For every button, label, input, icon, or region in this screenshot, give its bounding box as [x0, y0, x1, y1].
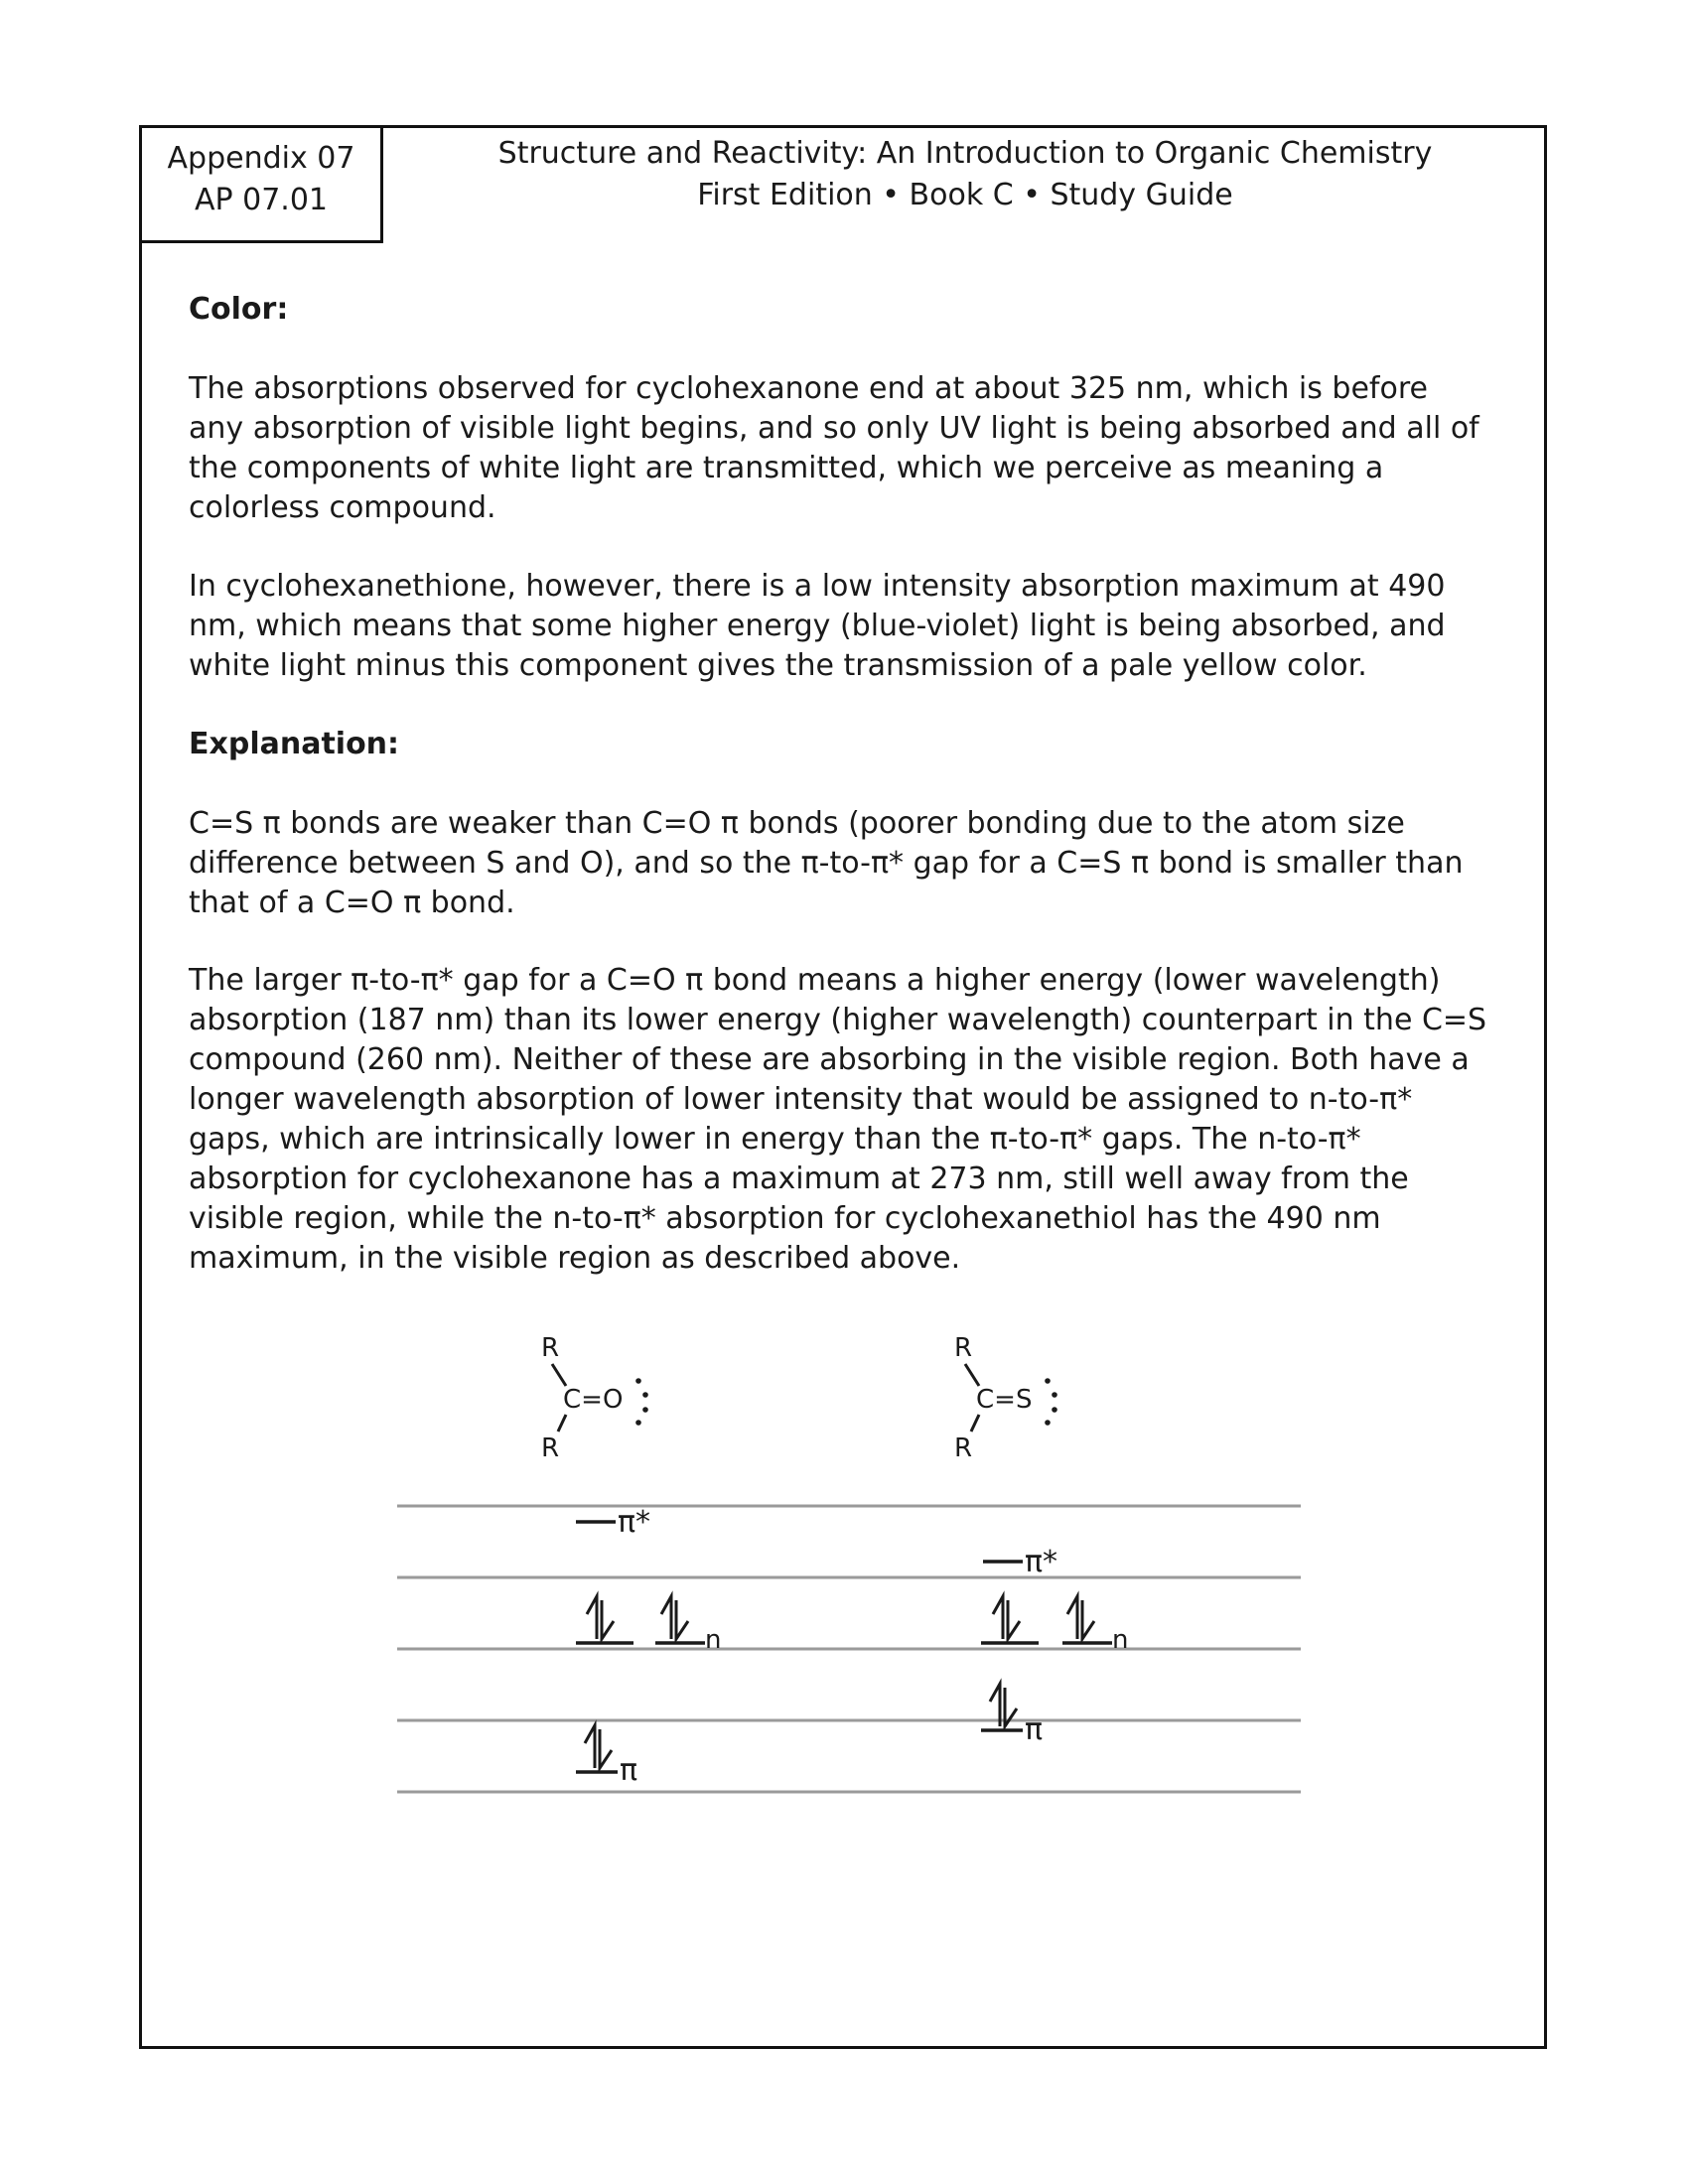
thione-structure: [954, 1333, 1057, 1463]
thione-r-top: R: [954, 1333, 973, 1363]
thione-formula: C=S: [976, 1385, 1033, 1415]
thione-pi-star-label: π*: [1025, 1545, 1058, 1579]
color-paragraph-2: In cyclohexanethione, however, there is a low intensity absorption maximum at 490 nm, which means that some higher energy (blue-violet) light is being absorbed, and white light minus this component gives the transmission of a pale yellow color.: [189, 569, 1446, 683]
thione-orbitals: [981, 1545, 1128, 1747]
sulfur-lone-pairs: [1045, 1378, 1057, 1426]
color-paragraph-1: The absorptions observed for cyclohexanone end at about 325 nm, which is before any absorption of visible light begins, and so only UV light is being absorbed and all of the components of white light are transmitted, which we perceive as meaning a colorless compound.: [189, 371, 1479, 525]
thione-n-label: n: [1112, 1625, 1129, 1655]
carbonyl-orbitals: [576, 1505, 721, 1788]
thione-n-electrons-1: [993, 1596, 1020, 1639]
book-title: Structure and Reactivity: An Introduction to Organic Chemistry: [497, 136, 1433, 171]
carbonyl-formula: C=O: [563, 1385, 624, 1415]
thione-bond-bottom: [971, 1415, 979, 1432]
thione-bond-top: [965, 1364, 979, 1386]
carbonyl-r-top: R: [541, 1333, 560, 1363]
explanation-paragraph-1: C=S π bonds are weaker than C=O π bonds (poorer bonding due to the atom size difference between S and O), and so the π-to-π* gap for a C=S π bond is smaller than that of a C=O π bond.: [189, 806, 1464, 920]
thione-pi-label: π: [1025, 1712, 1044, 1747]
carbonyl-pi-label: π: [620, 1753, 638, 1788]
carbonyl-n-electrons-2: [661, 1596, 688, 1639]
explanation-heading: Explanation:: [189, 727, 400, 761]
carbonyl-structure: [541, 1333, 648, 1463]
color-heading: Color:: [189, 292, 289, 327]
appendix-label: Appendix 07: [167, 141, 355, 176]
carbonyl-bond-top: [552, 1364, 566, 1386]
explanation-paragraph-2: The larger π-to-π* gap for a C=O π bond means a higher energy (lower wavelength) absorption (187 nm) than its lower energy (higher wavelength) counterpart in the C=S compound (260 nm). Neither of these are absorbing in the visible region. Both have a longer wavelength absorption of lower intensity that would be assigned to n-to-π* gaps, which are intrinsically lower in energy than the π-to-π* gaps. The n-to-π* absorption for cyclohexanone has a maximum at 273 nm, still well away from the visible region, while the n-to-π* absorption for cyclohexanethiol has the 490 nm maximum, in the visible region as described above.: [189, 963, 1487, 1276]
carbonyl-pi-star-label: π*: [618, 1505, 651, 1540]
carbonyl-bond-bottom: [558, 1415, 566, 1432]
oxygen-lone-pairs: [635, 1378, 648, 1426]
carbonyl-n-electrons-1: [587, 1596, 614, 1639]
thione-n-electrons-2: [1067, 1596, 1094, 1639]
carbonyl-pi-electrons: [585, 1725, 612, 1768]
carbonyl-n-label: n: [705, 1625, 722, 1655]
carbonyl-r-bottom: R: [541, 1433, 560, 1463]
energy-gridlines: [397, 1506, 1301, 1792]
edition-line: First Edition • Book C • Study Guide: [697, 178, 1233, 212]
page-code: AP 07.01: [194, 183, 329, 217]
thione-r-bottom: R: [954, 1433, 973, 1463]
